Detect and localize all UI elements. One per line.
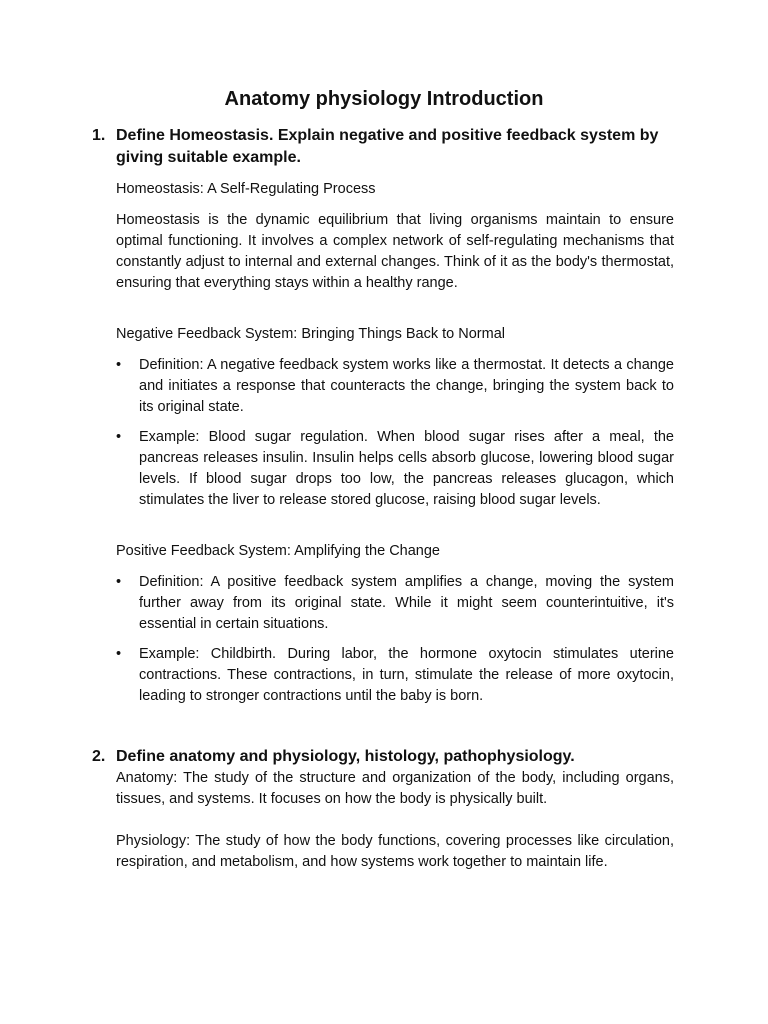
list-item-text: Definition: A positive feedback system amplifies a change, moving the system further away from its original state. While it might seem counterintuitive, it's essential in certain situations. (139, 574, 674, 632)
page-title: Anatomy physiology Introduction (224, 88, 544, 110)
list-item-text: Example: Childbirth. During labor, the hormone oxytocin stimulates uterine contractions. These contractions, in turn, stimulate the release of more oxytocin, leading to stronger contractions until the baby is born. (139, 646, 674, 704)
physiology-definition: Physiology: The study of how the body functions, covering processes like circulation, respiration, and metabolism, and how systems work together to maintain life. (116, 833, 674, 870)
question-text: Define anatomy and physiology, histology, pathophysiology. (116, 748, 575, 765)
bullet-icon: • (116, 429, 122, 445)
list-item-text: Example: Blood sugar regulation. When blood sugar rises after a meal, the pancreas releases insulin. Insulin helps cells absorb glucose, lowering blood sugar levels. If blood sugar drops too low, the pancreas releases glucagon, which stimulates the liver to release stored glucose, raising blood sugar levels. (139, 429, 674, 508)
list-item (116, 427, 674, 511)
homeostasis-subtitle: Homeostasis: A Self-Regulating Process (116, 181, 376, 197)
question-text: Define Homeostasis. Explain negative and positive feedback system by giving suitable example. (116, 127, 659, 166)
negative-feedback-heading: Negative Feedback System: Bringing Things Back to Normal (116, 326, 505, 342)
anatomy-definition: Anatomy: The study of the structure and organization of the body, including organs, tissues, and systems. It focuses on how the body is physically built. (116, 770, 674, 807)
bullet-icon: • (116, 574, 122, 590)
question-number: 2. (92, 748, 106, 765)
positive-feedback-heading: Positive Feedback System: Amplifying the Change (116, 543, 440, 559)
bullet-icon: • (116, 646, 122, 662)
bullet-icon: • (116, 357, 122, 373)
question-number: 1. (92, 127, 106, 144)
question-2-heading (92, 746, 692, 768)
question-1-heading (92, 125, 692, 169)
list-item (116, 572, 674, 635)
homeostasis-paragraph: Homeostasis is the dynamic equilibrium that living organisms maintain to ensure optimal functioning. It involves a complex network of self-regulating mechanisms that constantly adjust to internal and external changes. Think of it as the body's thermostat, ensuring that everything stays within a healthy range. (116, 212, 674, 291)
list-item-text: Definition: A negative feedback system works like a thermostat. It detects a change and initiates a response that counteracts the change, bringing the system back to its original state. (139, 357, 674, 415)
list-item (116, 644, 674, 707)
list-item (116, 355, 674, 418)
